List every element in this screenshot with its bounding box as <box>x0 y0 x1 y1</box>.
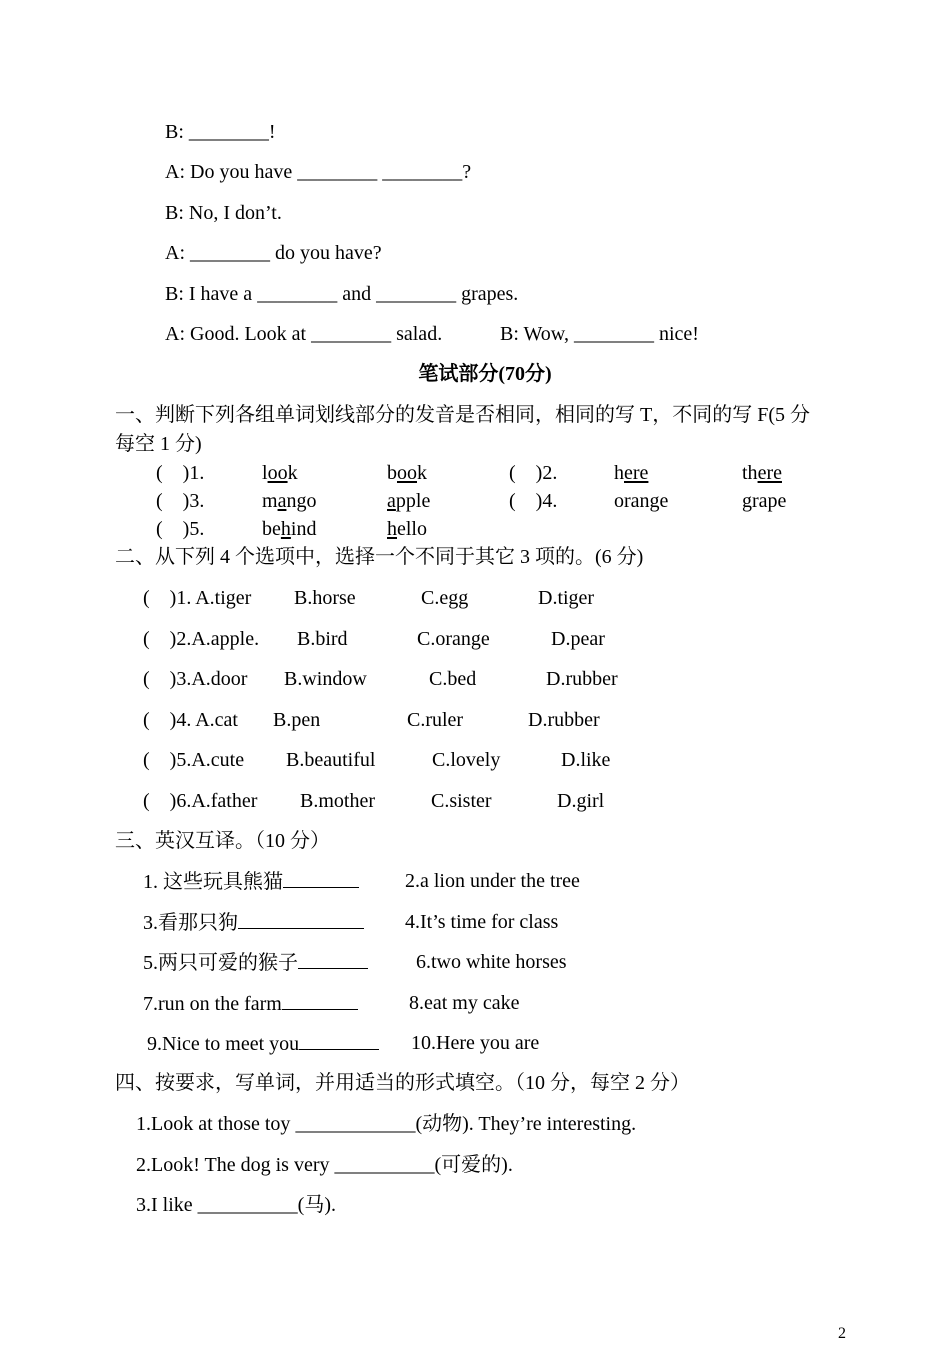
answer-blank <box>238 910 364 929</box>
word: book <box>387 462 427 484</box>
dialogue-line: A: Good. Look at ________ salad. <box>165 323 443 345</box>
answer-paren: ( )5. <box>156 518 205 540</box>
choice-question: ( )2.A.apple. <box>143 628 260 650</box>
choice-question: ( )4. A.cat <box>143 709 238 731</box>
section1-title-cont: 每空 1 分) <box>115 433 202 455</box>
dialogue-line: A: ________ do you have? <box>165 242 382 264</box>
choice-question: ( )1. A.tiger <box>143 587 252 609</box>
choice-option: B.pen <box>273 709 321 731</box>
word: behind <box>262 518 317 540</box>
word: apple <box>387 490 431 512</box>
choice-option: D.girl <box>557 790 605 812</box>
translation-item: 2.a lion under the tree <box>405 870 580 892</box>
word: hello <box>387 518 427 540</box>
page-number: 2 <box>838 1325 846 1342</box>
choice-option: C.ruler <box>407 709 464 731</box>
translation-item: 7.run on the farm <box>143 991 358 1016</box>
answer-blank <box>298 950 368 969</box>
translation-item: 10.Here you are <box>411 1032 540 1054</box>
choice-option: D.rubber <box>528 709 600 731</box>
answer-blank: __________ <box>197 1194 298 1216</box>
choice-option: C.egg <box>421 587 469 609</box>
translation-item: 8.eat my cake <box>409 992 520 1014</box>
choice-option: C.lovely <box>432 749 501 771</box>
word: here <box>614 462 649 484</box>
choice-option: B.beautiful <box>286 749 376 771</box>
answer-blank: ____________ <box>295 1113 416 1135</box>
choice-option: C.bed <box>429 668 477 690</box>
word: there <box>742 462 782 484</box>
dialogue-line: B: I have a ________ and ________ grapes. <box>165 283 519 305</box>
dialogue-line: B: No, I don’t. <box>165 202 282 224</box>
section3-title: 三、英汉互译。（10 分） <box>115 830 330 852</box>
translation-item: 3.看那只狗 <box>143 910 364 935</box>
answer-blank <box>299 1031 379 1050</box>
choice-option: D.rubber <box>546 668 618 690</box>
dialogue-line: B: Wow, ________ nice! <box>500 323 699 345</box>
word: look <box>262 462 298 484</box>
dialogue-line: B: ________! <box>165 121 276 143</box>
choice-option: D.tiger <box>538 587 595 609</box>
translation-item: 6.two white horses <box>416 951 567 973</box>
section1-title: 一、判断下列各组单词划线部分的发音是否相同，相同的写 T，不同的写 F(5 分 <box>115 404 810 426</box>
choice-option: B.mother <box>300 790 375 812</box>
dialogue-line: A: Do you have ________ ________? <box>165 161 472 183</box>
answer-paren: ( )3. <box>156 490 205 512</box>
translation-item: 5.两只可爱的猴子 <box>143 950 368 975</box>
answer-blank <box>283 869 359 888</box>
answer-paren: ( )1. <box>156 462 205 484</box>
choice-option: C.sister <box>431 790 492 812</box>
choice-option: B.bird <box>297 628 348 650</box>
word: mango <box>262 490 317 512</box>
choice-option: D.pear <box>551 628 605 650</box>
choice-option: D.like <box>561 749 611 771</box>
section2-title: 二、从下列 4 个选项中，选择一个不同于其它 3 项的。(6 分) <box>115 546 644 568</box>
fill-in-item: 3.I like __________(马). <box>136 1194 336 1216</box>
choice-question: ( )5.A.cute <box>143 749 245 771</box>
fill-in-item: 2.Look! The dog is very __________(可爱的). <box>136 1154 513 1176</box>
written-section-title: 笔试部分(70分) <box>418 363 552 385</box>
choice-option: B.horse <box>294 587 356 609</box>
word: orange <box>614 490 669 512</box>
choice-question: ( )3.A.door <box>143 668 248 690</box>
choice-question: ( )6.A.father <box>143 790 258 812</box>
answer-paren: ( )4. <box>509 490 558 512</box>
section4-title: 四、按要求，写单词，并用适当的形式填空。（10 分，每空 2 分） <box>115 1072 690 1094</box>
translation-item: 4.It’s time for class <box>405 911 559 933</box>
answer-blank <box>282 991 358 1010</box>
answer-blank: __________ <box>334 1154 435 1176</box>
translation-item: 1. 这些玩具熊猫 <box>143 869 359 894</box>
choice-option: B.window <box>284 668 367 690</box>
answer-paren: ( )2. <box>509 462 558 484</box>
word: grape <box>742 490 787 512</box>
choice-option: C.orange <box>417 628 490 650</box>
translation-item: 9.Nice to meet you <box>147 1031 379 1056</box>
fill-in-item: 1.Look at those toy ____________(动物). They’re interesting. <box>136 1113 637 1135</box>
